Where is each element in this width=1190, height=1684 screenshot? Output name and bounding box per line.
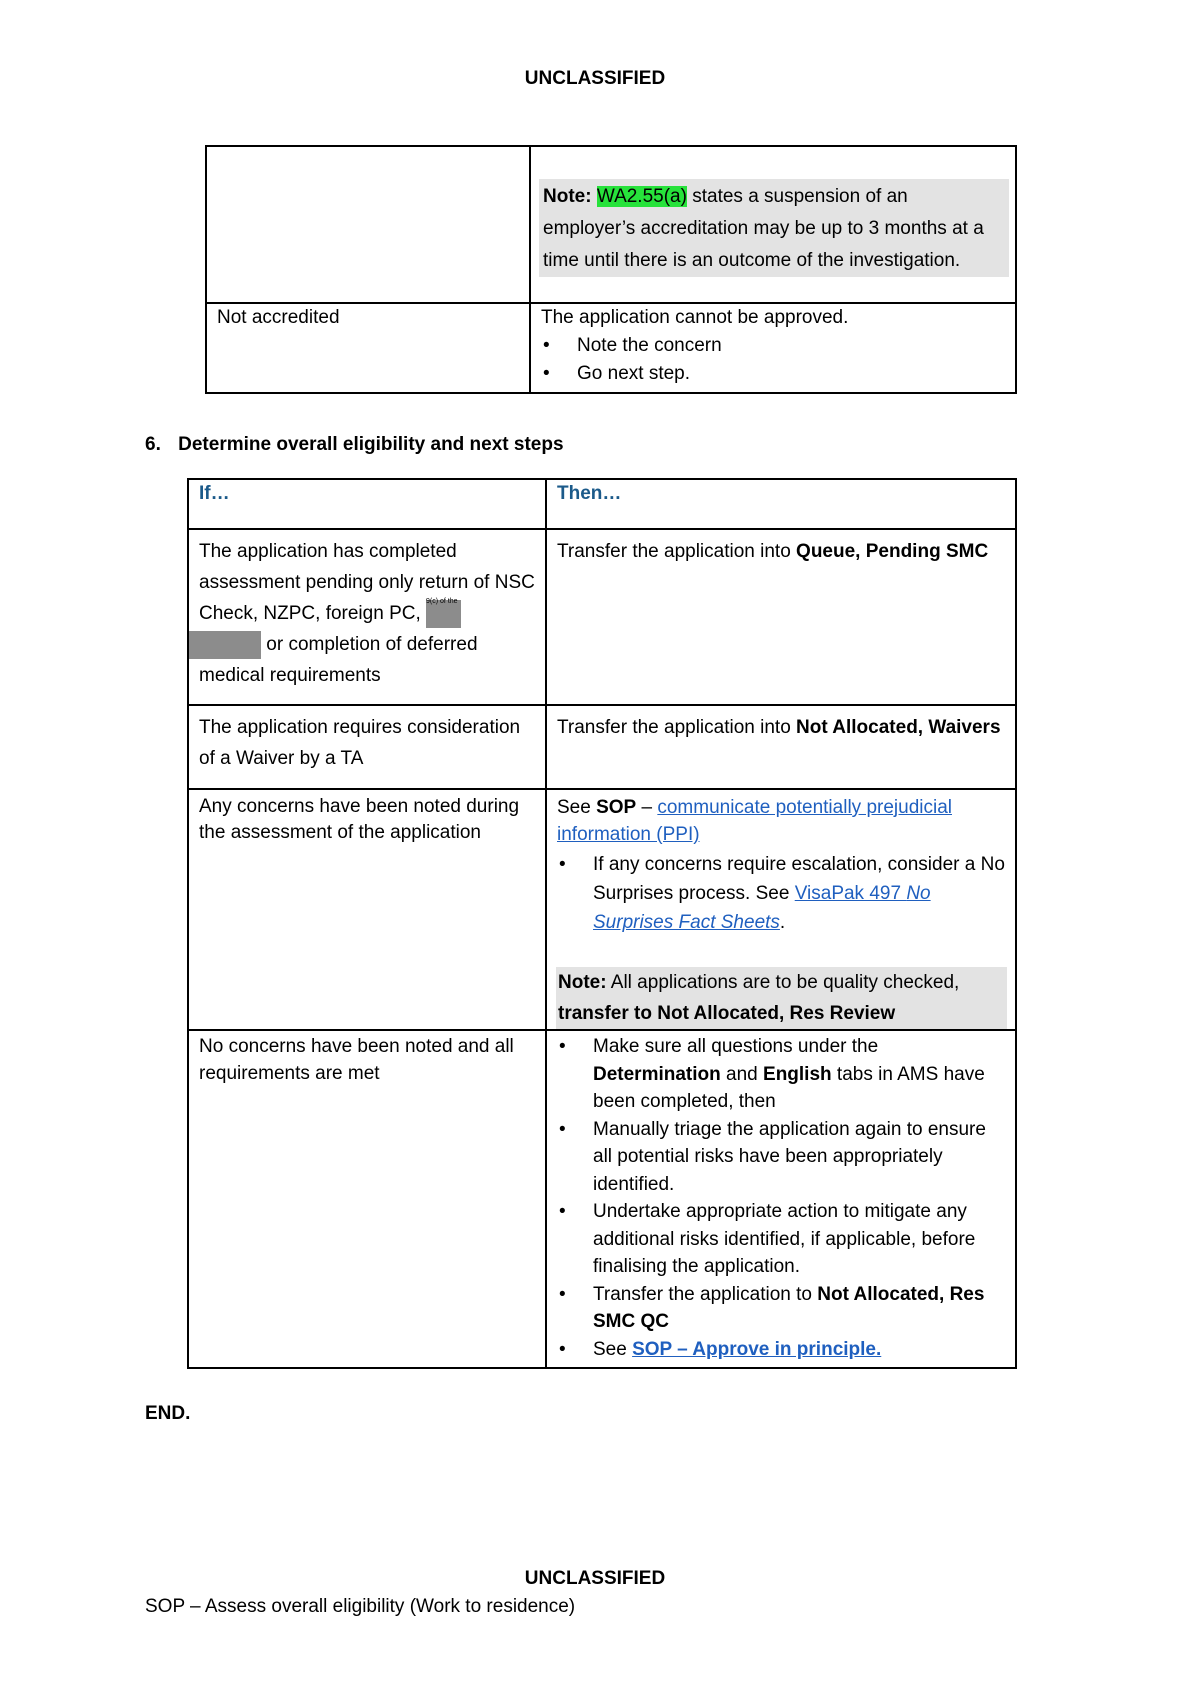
table-cell <box>546 705 1016 789</box>
bullet-list <box>557 1033 1005 1363</box>
then-text: Transfer the application into <box>557 717 797 738</box>
note-label: Note: <box>558 972 607 993</box>
fact-sheets-link-text: No Surprises Fact Sheets <box>593 883 931 933</box>
table-cell <box>188 789 546 1030</box>
list-item: • Note the concern <box>541 332 1005 360</box>
list-item: • Make sure all questions under the Determination and English tabs in AMS have been completed, then <box>557 1033 1005 1116</box>
table-cell <box>530 303 1016 393</box>
redaction-block <box>426 597 461 628</box>
table-cell <box>188 705 546 789</box>
list-item <box>557 850 1005 937</box>
then-waivers <box>547 706 1015 747</box>
header-classification: UNCLASSIFIED <box>524 68 666 89</box>
if-header: If… <box>199 483 230 504</box>
table-header-cell <box>546 479 1016 529</box>
bullet-list <box>541 332 1005 388</box>
note-reference-highlight: WA2.55(a) <box>596 186 687 207</box>
table-row <box>206 303 1016 393</box>
cannot-approve-text: The application cannot be approved. <box>541 307 849 328</box>
end-marker: END. <box>145 1403 191 1424</box>
approve-in-principle-link[interactable]: SOP – Approve in principle. <box>632 1338 882 1360</box>
queue-name: Queue, Pending SMC <box>796 541 989 562</box>
bullet-list <box>557 850 1005 937</box>
table-row <box>188 1030 1016 1368</box>
if-text: or completion of deferred medical requirements <box>199 634 478 686</box>
if-concerns-noted: Any concerns have been noted during the assessment of the application <box>199 796 520 843</box>
note-queue: transfer to Not Allocated, Res Review <box>558 1003 896 1024</box>
table-header-cell <box>188 479 546 529</box>
if-no-concerns: No concerns have been noted and all requirements are met <box>199 1036 514 1084</box>
table-row <box>188 789 1016 1030</box>
see-sop-ppi <box>557 794 1005 848</box>
visapak-link-text: VisaPak 497 <box>794 883 907 904</box>
table-cell <box>530 146 1016 303</box>
not-accredited-label: Not accredited <box>217 307 340 328</box>
queue-name: Not Allocated, Waivers <box>796 717 1001 738</box>
section-title: Determine overall eligibility and next steps <box>178 434 564 455</box>
table-cell <box>546 789 1016 1030</box>
dash-text: – <box>636 797 658 818</box>
list-item: • See SOP – Approve in principle. <box>557 1336 1005 1364</box>
list-item: • Undertake appropriate action to mitigate any additional risks identified, if applicable, before finalising the application. <box>557 1198 1005 1281</box>
table-row <box>188 529 1016 705</box>
then-text: Transfer the application into <box>557 541 797 562</box>
table-cell <box>188 529 546 705</box>
ppi-link[interactable]: communicate potentially prejudicial information (PPI) <box>557 797 952 845</box>
note-text: All applications are to be quality checked, <box>606 972 960 993</box>
table-header-row <box>188 479 1016 529</box>
bullet-end: . <box>779 912 786 933</box>
table-cell <box>206 303 530 393</box>
list-item: • Transfer the application to Not Allocated, Res SMC QC <box>557 1281 1005 1336</box>
if-pending-checks <box>189 530 545 695</box>
redaction-block <box>189 631 261 659</box>
if-waiver: The application requires consideration of a Waiver by a TA <box>199 717 521 769</box>
then-header: Then… <box>557 483 622 504</box>
note-label: Note: <box>543 186 592 207</box>
table-cell <box>546 1030 1016 1368</box>
sop-label: SOP <box>596 797 637 818</box>
table-cell <box>188 1030 546 1368</box>
eligibility-table <box>187 478 1017 1369</box>
section-number: 6. <box>145 434 161 455</box>
note-box <box>539 179 1009 277</box>
then-queue-pending <box>547 530 1015 571</box>
if-text: The application has completed assessment pending only return of NSC Check, NZPC, foreign PC, <box>199 541 535 624</box>
see-text: See <box>557 797 597 818</box>
list-item: • Go next step. <box>541 360 1005 388</box>
footer-doc-title: SOP – Assess overall eligibility (Work to residence) <box>145 1596 576 1617</box>
redaction-tag: 9(c) of the <box>426 597 458 605</box>
bullet-text: If any concerns require escalation, consider a No Surprises process. See <box>593 854 1005 904</box>
note-text: states a suspension of an employer’s accreditation may be up to 3 months at a time until there is an outcome of the investigation. <box>543 186 984 271</box>
quality-check-note <box>556 967 1007 1029</box>
footer-classification: UNCLASSIFIED <box>524 1568 666 1589</box>
section-heading <box>145 434 564 456</box>
table-row <box>188 705 1016 789</box>
table-cell <box>546 529 1016 705</box>
table-row <box>206 146 1016 303</box>
accreditation-table <box>205 145 1017 394</box>
table-cell <box>206 146 530 303</box>
list-item: • Manually triage the application again to ensure all potential risks have been appropriately identified. <box>557 1116 1005 1199</box>
